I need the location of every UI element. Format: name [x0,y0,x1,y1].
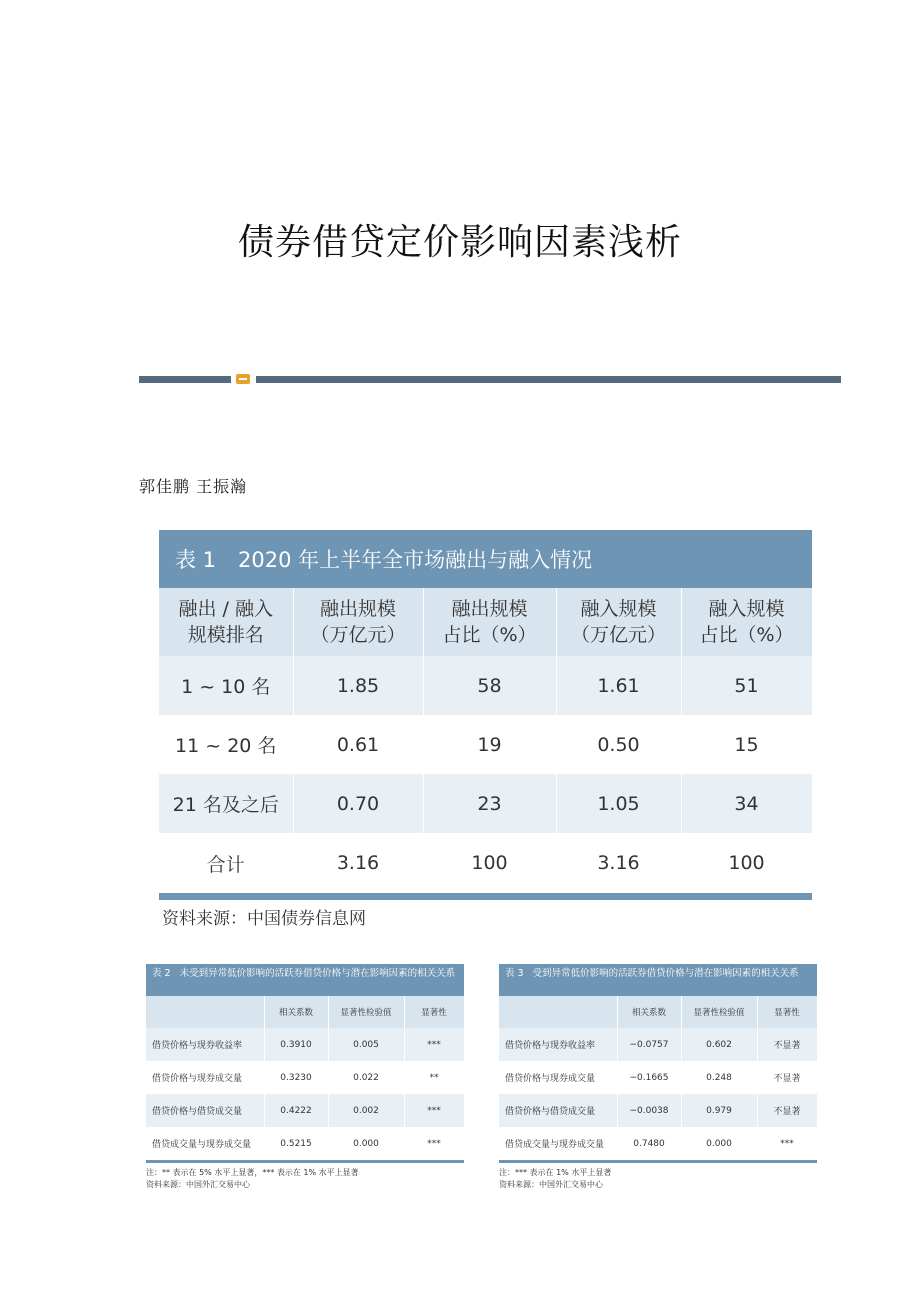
table-1-footer-bar [159,893,812,900]
table-row [146,1094,464,1127]
table-2-footer-bar [146,1160,464,1163]
table-row [146,1127,464,1160]
table-cell: 0.5215 [264,1127,328,1160]
table-3 [499,964,817,1191]
table-cell: 0.3910 [264,1028,328,1061]
table-1-caption: 2020 年上半年全市场融出与融入情况 [238,548,593,572]
table-2-note: 注：** 表示在 5% 水平上显著，*** 表示在 1% 水平上显著 [146,1168,359,1177]
table-row [159,774,812,833]
table-cell: 0.248 [681,1061,757,1094]
table-2-header [146,964,464,996]
table-row [146,1061,464,1094]
table-cell: 0.002 [328,1094,404,1127]
authors: 郭佳鹏 王振瀚 [139,477,248,496]
table-1-header [159,530,812,588]
table-1 [159,530,812,894]
column-header: 显著性检验值 [681,996,757,1028]
column-header: 融出规模 （万亿元） [293,588,423,656]
divider-icon [236,374,250,384]
table-1-header-row [159,588,812,656]
table-2-grid [146,996,465,1160]
table-1-label: 表 1 [175,548,217,572]
table-2-source: 资料来源：中国外汇交易中心 [146,1180,250,1189]
table-cell: 合计 [159,833,293,893]
table-3-header-row [499,996,817,1028]
table-row [499,1061,817,1094]
table-cell: ** [404,1061,464,1094]
table-cell: 0.50 [556,715,681,774]
table-cell: 19 [423,715,556,774]
table-cell: *** [757,1127,817,1160]
table-row [159,656,812,715]
table-cell: 0.022 [328,1061,404,1094]
table-row [146,1028,464,1061]
table-2-header-row [146,996,464,1028]
table-cell: 1.05 [556,774,681,833]
table-cell: 不显著 [757,1061,817,1094]
table-cell: 1 ~ 10 名 [159,656,293,715]
table-3-grid [499,996,818,1160]
table-2-caption: 未受到异常低价影响的活跃券借贷价格与潜在影响因素的相关关系 [179,968,456,979]
table-cell: 1.61 [556,656,681,715]
column-header: 相关系数 [264,996,328,1028]
table-3-note: 注：*** 表示在 1% 水平上显著 [499,1168,612,1177]
table-cell: −0.0757 [617,1028,681,1061]
page-title: 债券借贷定价影响因素浅析 [237,222,682,263]
table-cell: 100 [423,833,556,893]
table-cell: 51 [681,656,812,715]
table-row [499,1127,817,1160]
table-row [499,1028,817,1061]
table-cell: 0.70 [293,774,423,833]
table-cell: 0.4222 [264,1094,328,1127]
table-cell: 借贷价格与现券收益率 [499,1028,617,1061]
table-2-label: 表 2 [152,968,171,979]
table-2 [146,964,464,1191]
section-divider [139,374,841,384]
table-3-header [499,964,817,996]
table-cell: *** [404,1127,464,1160]
table-cell: 58 [423,656,556,715]
table-row [499,1094,817,1127]
column-header: 显著性 [404,996,464,1028]
table-1-source: 资料来源：中国债券信息网 [162,909,366,929]
column-header: 融出规模 占比（%） [423,588,556,656]
table-cell: 100 [681,833,812,893]
table-3-footer-bar [499,1160,817,1163]
column-header: 相关系数 [617,996,681,1028]
column-header: 融入规模 （万亿元） [556,588,681,656]
column-header [146,996,264,1028]
table-row [159,715,812,774]
table-3-caption: 受到异常低价影响的活跃券借贷价格与潜在影响因素的相关关系 [532,968,799,979]
table-cell: 借贷价格与借贷成交量 [499,1094,617,1127]
table-cell: *** [404,1028,464,1061]
column-header: 显著性检验值 [328,996,404,1028]
column-header: 显著性 [757,996,817,1028]
table-cell: −0.1665 [617,1061,681,1094]
table-cell: 0.7480 [617,1127,681,1160]
table-cell: 0.005 [328,1028,404,1061]
table-cell: 0.979 [681,1094,757,1127]
table-cell: 0.61 [293,715,423,774]
table-cell: 15 [681,715,812,774]
table-1-grid [159,588,813,893]
table-cell: 借贷成交量与现券成交量 [499,1127,617,1160]
table-cell: 34 [681,774,812,833]
table-cell: 借贷价格与借贷成交量 [146,1094,264,1127]
table-cell: 0.3230 [264,1061,328,1094]
table-cell: 不显著 [757,1028,817,1061]
table-cell: 借贷成交量与现券成交量 [146,1127,264,1160]
table-cell: 3.16 [293,833,423,893]
column-header: 融出 / 融入 规模排名 [159,588,293,656]
table-cell: 23 [423,774,556,833]
table-cell: 1.85 [293,656,423,715]
column-header: 融入规模 占比（%） [681,588,812,656]
table-3-source: 资料来源：中国外汇交易中心 [499,1180,603,1189]
table-cell: 11 ~ 20 名 [159,715,293,774]
table-3-label: 表 3 [505,968,524,979]
table-cell: *** [404,1094,464,1127]
table-cell: −0.0038 [617,1094,681,1127]
table-cell: 21 名及之后 [159,774,293,833]
table-cell: 3.16 [556,833,681,893]
column-header [499,996,617,1028]
table-cell: 借贷价格与现券收益率 [146,1028,264,1061]
table-total-row [159,833,812,893]
table-cell: 不显著 [757,1094,817,1127]
table-cell: 0.602 [681,1028,757,1061]
table-cell: 借贷价格与现券成交量 [146,1061,264,1094]
table-cell: 0.000 [328,1127,404,1160]
table-cell: 0.000 [681,1127,757,1160]
table-cell: 借贷价格与现券成交量 [499,1061,617,1094]
